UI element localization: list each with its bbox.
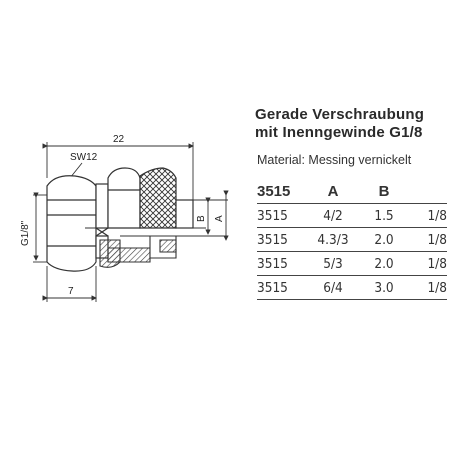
material-text: Material: Messing vernickelt <box>257 153 412 167</box>
cell-article: 3515 <box>257 255 288 272</box>
cell-thread: 1/8 <box>427 255 447 272</box>
cell-a: 5/3 <box>323 255 343 272</box>
knurled-sleeve <box>140 168 176 228</box>
cell-b: 2.0 <box>374 231 394 248</box>
thread-dimension <box>33 195 47 262</box>
header-b: B <box>378 183 390 200</box>
dim-wrench-label: SW12 <box>70 152 98 163</box>
table-row <box>257 204 447 228</box>
spec-table <box>257 180 447 300</box>
table-row <box>257 228 447 252</box>
table-header-row <box>257 180 447 204</box>
table-row <box>257 252 447 276</box>
header-thread <box>409 180 447 204</box>
cell-article: 3515 <box>257 279 288 296</box>
label-b: B <box>196 215 207 222</box>
table-row <box>257 276 447 300</box>
dim-thread-label: G1/8" <box>20 220 31 246</box>
section-view <box>100 236 193 267</box>
product-title-line2: mit Inenngewinde G1/8 <box>255 124 423 141</box>
union-nut <box>108 168 140 228</box>
tube-stub <box>176 200 193 228</box>
hex-nut <box>47 176 96 271</box>
cell-a: 4/2 <box>323 207 343 224</box>
cell-a: 4.3/3 <box>317 231 349 248</box>
cell-b: 2.0 <box>374 255 394 272</box>
cell-b: 3.0 <box>374 279 394 296</box>
header-a: A <box>327 183 339 200</box>
cell-article: 3515 <box>257 207 288 224</box>
cell-thread: 1/8 <box>427 207 447 224</box>
cell-article: 3515 <box>257 231 288 248</box>
dim-left-label: 7 <box>68 286 74 297</box>
product-title-line1: Gerade Verschraubung <box>255 106 425 123</box>
dim-total-label: 22 <box>113 134 125 145</box>
cell-thread: 1/8 <box>427 279 447 296</box>
cell-thread: 1/8 <box>427 231 447 248</box>
cell-b: 1.5 <box>374 207 394 224</box>
header-article: 3515 <box>257 183 291 200</box>
cell-a: 6/4 <box>323 279 343 296</box>
label-a: A <box>214 215 225 222</box>
